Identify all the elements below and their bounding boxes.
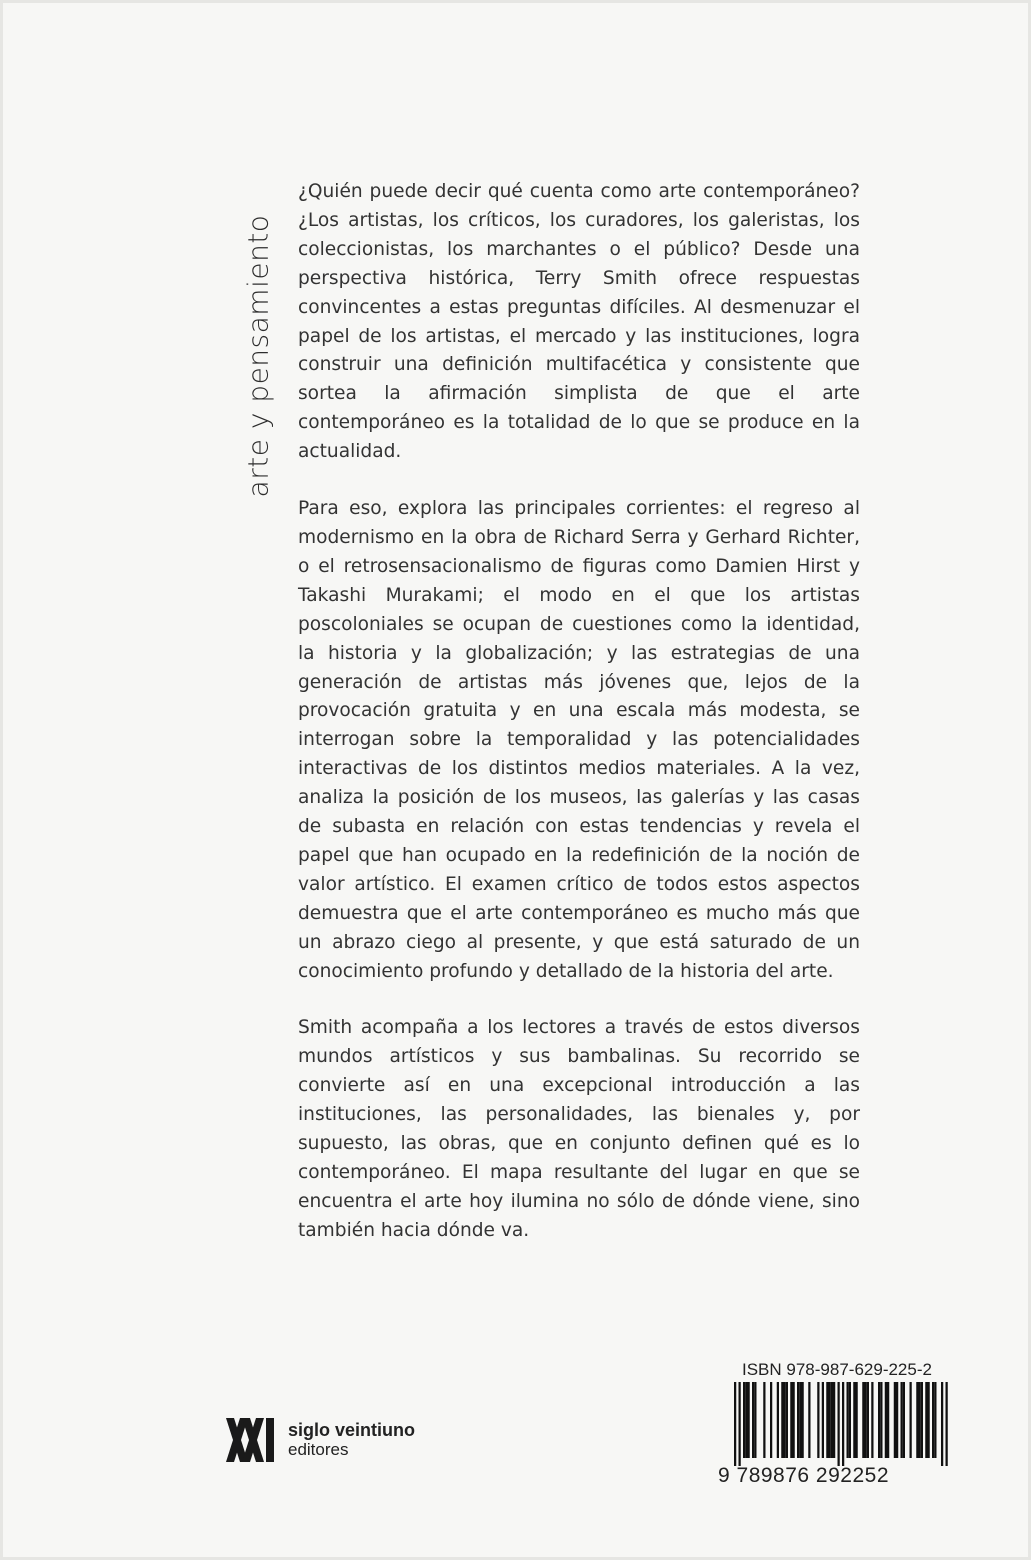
barcode-bar [896,1382,898,1458]
barcode-bar [808,1382,810,1458]
barcode-bar [903,1382,905,1458]
barcode-bar [802,1382,804,1458]
barcode-bar [934,1382,936,1458]
barcode-bar [878,1382,880,1458]
blurb-paragraph-1: ¿Quién puede decir qué cuenta como arte contemporáneo? ¿Los artistas, los críticos, los curadores, los galeristas, los coleccionistas, los marchantes o el público? Desde una perspectiva histórica, Terry Smith ofrece respuestas convincentes a estas preguntas difíciles. Al desmenuzar el papel de los artistas, el mercado y las instituciones, logra construir una definición multifacética y consistente que sortea la afirmación simplista de que el arte contemporáneo es la totalidad de lo que se produce en la actualidad. [298,181,860,463]
barcode-bar [781,1382,783,1458]
barcode-bar [770,1382,772,1458]
barcode-bar [752,1382,754,1458]
publisher-name-line2: editores [288,1440,349,1459]
barcode-bar [887,1382,889,1458]
barcode-bar [754,1382,756,1458]
barcode-bar [867,1382,869,1458]
barcode-bar [748,1382,750,1458]
publisher-name-line1: siglo veintiuno [288,1420,416,1440]
barcode-bar [734,1382,736,1466]
barcode-bar [831,1382,833,1458]
series-title: arte y pensamiento [241,214,275,498]
barcode-bar [941,1382,943,1466]
barcode-bar [847,1382,849,1458]
barcode-bar [925,1382,927,1458]
barcode-bar [862,1382,864,1458]
barcode-bar [853,1382,855,1458]
barcode-bar [921,1382,923,1458]
barcode-bar [799,1382,801,1458]
barcode-bar [865,1382,867,1458]
publisher-name [288,1420,415,1460]
barcode-bar [743,1382,745,1458]
barcode-bar [932,1382,934,1458]
barcode-bar [946,1382,948,1466]
barcode-bar [849,1382,851,1458]
barcode-bar [784,1382,786,1458]
barcode-bar [928,1382,930,1458]
barcode-bar [797,1382,799,1458]
barcode-bar [838,1382,840,1466]
barcode-bar [763,1382,765,1458]
blurb-paragraph-2: Para eso, explora las principales corrientes: el regreso al modernismo en la obra de Richard Serra y Gerhard Richter, o el retrosensacionalismo de figuras como Damien Hirst y Takashi Murakami; el modo en el que los artistas poscoloniales se ocupan de cuestiones como la identidad, la historia y la globalización; y las estrategias de una generación de artistas más jóvenes que, lejos de la provocación gratuita y en una escala más modesta, se interrogan sobre la temporalidad y las potencialidades interactivas de los distintos medios materiales. A la vez, analiza la posición de los museos, las galerías y las casas de subasta en relación con estas tendencias y revela el papel que han ocupado en la redefinición de la noción de valor artístico. El examen crítico de todos estos aspectos demuestra que el arte contemporáneo es mucho más que un abrazo ciego al presente, y que está saturado de un conocimiento profundo y detallado de la historia del arte. [298,498,860,982]
publisher-logo [226,1418,415,1462]
barcode-bar [880,1382,882,1458]
barcode-bar [777,1382,779,1458]
barcode-bar [910,1382,912,1458]
blurb-text [298,178,860,1274]
barcode-bar [817,1382,819,1458]
isbn-barcode [718,1360,964,1488]
barcode-bar [856,1382,858,1458]
barcode-bar [786,1382,788,1458]
barcode-bar [745,1382,747,1458]
isbn-label: ISBN 978-987-629-225-2 [742,1360,932,1379]
barcode-bar [826,1382,828,1458]
barcode-bar [885,1382,887,1458]
publisher-logo-mark [226,1418,276,1462]
barcode-bar [833,1382,835,1458]
barcode-bar [793,1382,795,1458]
barcode-bar [894,1382,896,1458]
barcode-bar [822,1382,824,1458]
barcode-digits: 9 789876 292252 [718,1464,889,1487]
barcode-bars [718,1382,964,1466]
barcode-bar [901,1382,903,1458]
barcode-bar [829,1382,831,1458]
barcode-bar [916,1382,918,1458]
barcode-bar [739,1382,741,1466]
barcode-bar [919,1382,921,1458]
barcode-bar [871,1382,873,1458]
barcode-bar [842,1382,844,1466]
blurb-paragraph-3: Smith acompaña a los lectores a través de estos diversos mundos artísticos y sus bambalinas. Su recorrido se convierte así en una excepcional introducción a las instituciones, las personalidades, las bienales y, por supuesto, las obras, que en conjunto definen qué es lo contemporáneo. El mapa resultante del lugar en que se encuentra el arte hoy ilumina no sólo de dónde viene, sino también hacia dónde va. [298,1017,860,1241]
barcode-bar [790,1382,792,1458]
